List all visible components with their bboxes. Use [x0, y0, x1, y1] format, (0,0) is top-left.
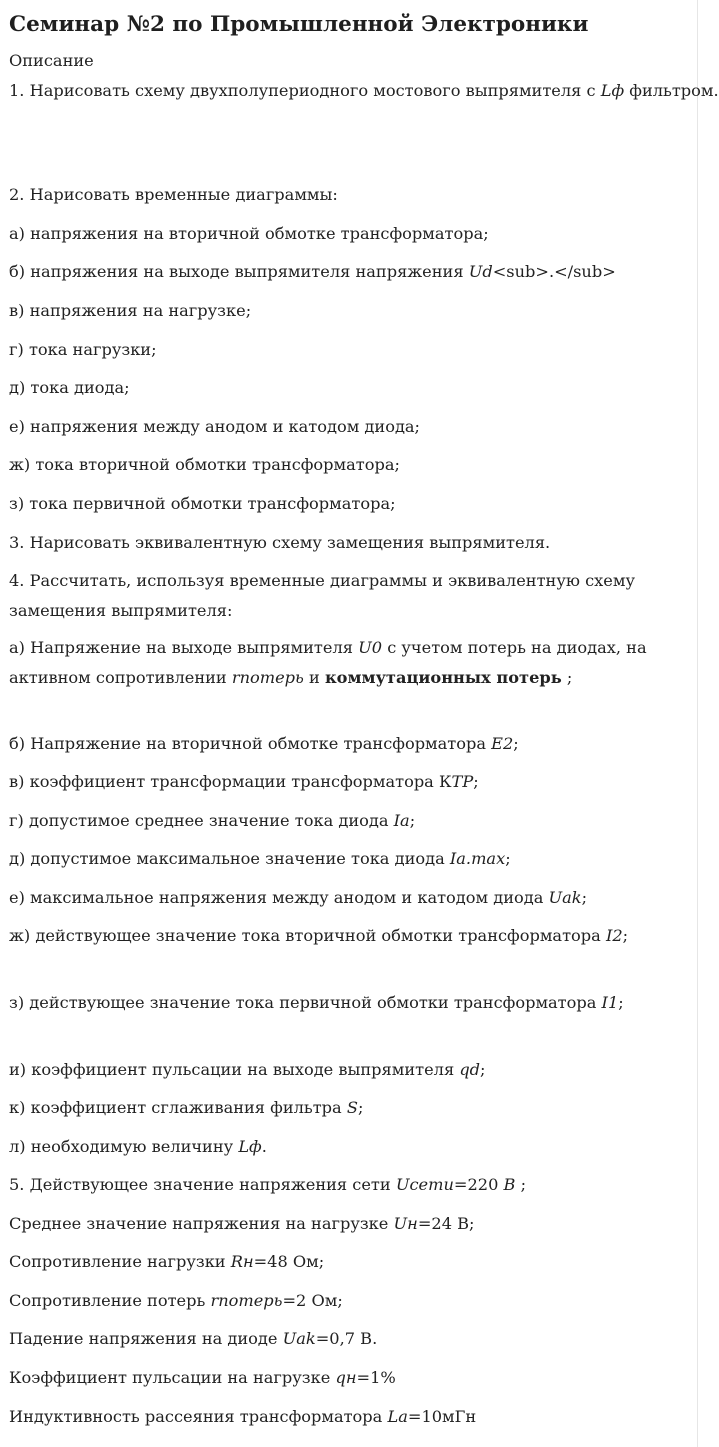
text: и — [303, 667, 325, 687]
page-title: Семинар №2 по Промышленной Электроники — [9, 12, 589, 37]
text: б) напряжения на выходе выпрямителя напряжения — [9, 262, 469, 281]
list-item-4b — [9, 729, 693, 759]
text: Среднее значение напряжения на нагрузке — [9, 1214, 394, 1233]
list-item-2g: г) тока нагрузки; — [9, 340, 157, 359]
text: ; — [515, 1175, 527, 1194]
text: ; — [513, 734, 519, 753]
text: г) допустимое среднее значение тока диода — [9, 811, 394, 830]
paragraph-task-3: 3. Нарисовать эквивалентную схему замещения выпрямителя. — [9, 533, 551, 552]
text: Сопротивление нагрузки — [9, 1252, 231, 1271]
variable: S — [346, 1098, 358, 1117]
list-item-4l — [9, 1132, 693, 1162]
paragraph-task-2: 2. Нарисовать временные диаграммы: — [9, 185, 338, 204]
list-item-4z — [9, 988, 693, 1018]
text: е) максимальное напряжения между анодом и катодом диода — [9, 888, 549, 907]
variable: Rн — [230, 1252, 254, 1271]
variable: Uak — [282, 1329, 316, 1348]
text: Сопротивление потерь — [9, 1291, 211, 1310]
text: Падение напряжения на диоде — [9, 1329, 283, 1348]
section-label: Описание — [9, 51, 94, 70]
variable: Ia — [393, 811, 410, 830]
list-item-2a: а) напряжения на вторичной обмотке трансформатора; — [9, 224, 489, 243]
text: л) необходимую величину — [9, 1137, 239, 1156]
list-item-4a — [9, 633, 693, 692]
param-loss-resistance — [9, 1286, 693, 1316]
param-diode-drop — [9, 1324, 693, 1354]
text: ; — [622, 926, 629, 945]
paragraph-task-5 — [9, 1170, 693, 1200]
variable: U0 — [358, 638, 383, 657]
list-item-2z: з) тока первичной обмотки трансформатора; — [9, 494, 396, 513]
text: з) действующее значение тока первичной обмотки трансформатора — [9, 993, 602, 1012]
text: ; — [618, 993, 624, 1012]
list-item-4v — [9, 767, 693, 797]
variable: Ud — [468, 262, 493, 281]
variable: Uн — [393, 1214, 418, 1233]
list-item-4d — [9, 844, 693, 874]
list-item-4g — [9, 806, 693, 836]
paragraph-task-4: 4. Рассчитать, используя временные диаграммы и эквивалентную схему замещения выпрямителя: — [9, 571, 635, 620]
text: 5. Действующее значение напряжения сети — [9, 1175, 396, 1194]
param-load-resistance — [9, 1247, 693, 1277]
variable: E2 — [491, 734, 514, 753]
text: д) допустимое максимальное значение тока диода — [9, 849, 450, 868]
variable: Uak — [548, 888, 582, 907]
text: ; — [409, 811, 416, 830]
text: в) коэффициент трансформации трансформатора К — [9, 772, 452, 791]
text: Индуктивность рассеяния трансформатора — [9, 1407, 388, 1426]
param-load-voltage — [9, 1209, 693, 1239]
list-item-2d: д) тока диода; — [9, 378, 130, 397]
text: <sub>.</sub> — [492, 262, 616, 281]
variable: Lф — [600, 81, 625, 100]
text: =220 — [453, 1175, 504, 1194]
variable: ТР — [451, 772, 474, 791]
text: ; — [473, 772, 479, 791]
text: и) коэффициент пульсации на выходе выпрямителя — [9, 1060, 460, 1079]
text: 1. Нарисовать схему двухполупериодного мостового выпрямителя с — [9, 81, 601, 100]
text: =24 В; — [417, 1214, 475, 1233]
variable: I2 — [605, 926, 623, 945]
variable: I1 — [601, 993, 619, 1012]
text: ; — [505, 849, 511, 868]
variable: Lф — [238, 1137, 262, 1156]
text: а) Напряжение на выходе выпрямителя — [9, 638, 359, 657]
text: ж) действующее значение тока вторичной обмотки трансформатора — [9, 926, 606, 945]
text: =1% — [356, 1368, 396, 1387]
text: ; — [480, 1060, 486, 1079]
text: ; — [357, 1098, 364, 1117]
variable: qd — [459, 1060, 481, 1079]
variable: La — [387, 1407, 408, 1426]
list-item-2e: е) напряжения между анодом и катодом диода; — [9, 417, 421, 436]
text: =10мГн — [407, 1407, 477, 1426]
text: =2 Ом; — [282, 1291, 343, 1310]
variable: rпотерь — [210, 1291, 283, 1310]
text: фильтром. — [624, 81, 719, 100]
paragraph-task-1 — [9, 76, 719, 106]
list-item-4k — [9, 1093, 693, 1123]
variable: Ia.max — [449, 849, 506, 868]
variable: qн — [335, 1368, 357, 1387]
param-ripple — [9, 1363, 693, 1393]
variable: rпотерь — [231, 667, 304, 687]
list-item-4zh — [9, 921, 693, 951]
text: =48 Ом; — [253, 1252, 325, 1271]
variable: Uсети — [395, 1175, 454, 1194]
list-item-2zh: ж) тока вторичной обмотки трансформатора; — [9, 455, 400, 474]
text: ; — [581, 888, 588, 907]
text: . — [261, 1137, 267, 1156]
list-item-4i — [9, 1055, 693, 1085]
list-item-4e — [9, 883, 693, 913]
text: б) Напряжение на вторичной обмотке трансформатора — [9, 734, 492, 753]
variable: В — [503, 1175, 516, 1194]
bold-text: коммутационных потерь — [324, 667, 562, 687]
text: =0,7 В. — [315, 1329, 378, 1348]
list-item-2v: в) напряжения на нагрузке; — [9, 301, 252, 320]
text: к) коэффициент сглаживания фильтра — [9, 1098, 347, 1117]
text: ; — [561, 667, 573, 687]
list-item-2b — [9, 257, 693, 287]
text: с учетом потерь на диодах, на активном сопротивлении — [9, 638, 647, 687]
param-leakage-inductance — [9, 1402, 693, 1432]
text: Коэффициент пульсации на нагрузке — [9, 1368, 336, 1387]
